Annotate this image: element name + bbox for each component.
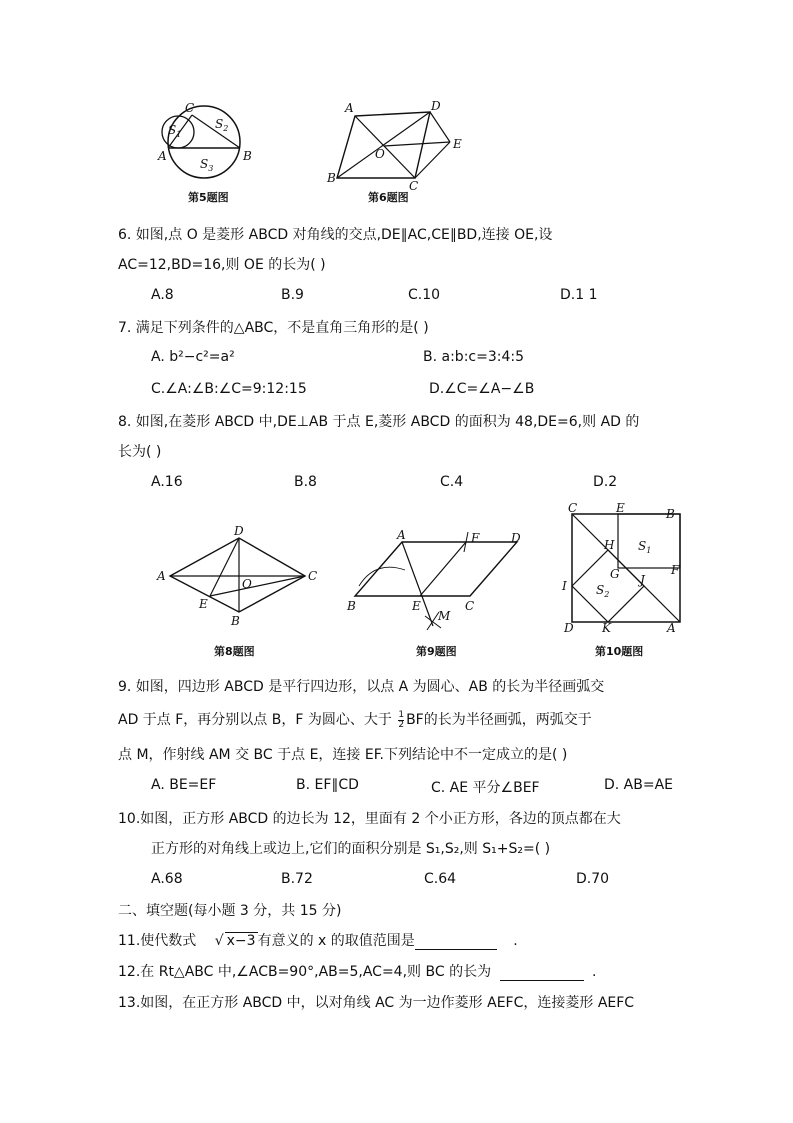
q9-line2	[118, 709, 592, 730]
fig10-label-k: K	[602, 621, 611, 635]
fig8-label-d: D	[234, 524, 244, 538]
q8-option-b: B.8	[294, 474, 317, 490]
fig10-label-j: J	[640, 573, 645, 587]
fig5-label-s2: $S_2$	[215, 117, 229, 133]
fig9-label-b: B	[347, 599, 356, 613]
fig10-label-s1: $S_1$	[638, 539, 652, 555]
q13-line1: 13.如图，在正方形 ABCD 中，以对角线 AC 为一边作菱形 AEFC，连接菱形 AEFC	[118, 995, 635, 1011]
fig10-label-d: D	[564, 621, 574, 635]
fig6-label-o: O	[375, 147, 385, 161]
fig5-caption: 第5题图	[188, 191, 229, 204]
q11-end: .	[513, 933, 518, 949]
q10-option-c: C.64	[424, 871, 457, 887]
q11-answer-blank[interactable]	[415, 933, 497, 950]
fig6-ce	[415, 142, 450, 178]
q10-option-d: D.70	[576, 871, 610, 887]
q11-radicand: x−3	[226, 933, 256, 949]
figure-5	[155, 98, 265, 178]
fig6-diag-bd	[337, 112, 430, 178]
q7-option-a: A. b²−c²=a²	[151, 349, 235, 365]
fig6-oe	[384, 142, 450, 146]
fig9-label-m: M	[438, 609, 451, 623]
q7-stem: 7. 满足下列条件的△ABC，不是直角三角形的是( )	[118, 320, 429, 336]
fig10-label-b: B	[666, 507, 675, 521]
q10-line1: 10.如图，正方形 ABCD 的边长为 12，里面有 2 个小正方形，各边的顶点都在大	[118, 811, 621, 827]
q9-option-c: C. AE 平分∠BEF	[431, 780, 540, 796]
q8-line2: 长为( )	[118, 444, 162, 460]
q6-line1: 6. 如图,点 O 是菱形 ABCD 对角线的交点,DE∥AC,CE∥BD,连接 OE,设	[118, 227, 553, 243]
q6-option-c: C.10	[408, 287, 441, 303]
q6-option-a: A.8	[151, 287, 174, 303]
fig6-diag-ac	[355, 116, 415, 178]
q8-line1: 8. 如图,在菱形 ABCD 中,DE⊥AB 于点 E,菱形 ABCD 的面积为 48,DE=6,则 AD 的	[118, 414, 640, 430]
sqrt-symbol: √	[214, 933, 224, 949]
fig10-caption: 第10题图	[595, 645, 644, 658]
figure-8	[155, 524, 325, 628]
q12-pre: 12.在 Rt△ABC 中,∠ACB=90°,AB=5,AC=4,则 BC 的长为	[118, 964, 492, 980]
q10-line2: 正方形的对角线上或边上,它们的面积分别是 S₁,S₂,则 S₁+S₂=( )	[151, 841, 551, 857]
fig10-label-a: A	[667, 621, 676, 635]
fig10-square-s1	[618, 514, 680, 568]
section-heading-fill-in: 二、填空题(每小题 3 分，共 15 分)	[118, 903, 342, 919]
fig8-ec	[210, 576, 305, 596]
fig9-label-e: E	[412, 599, 421, 613]
q12	[118, 961, 596, 981]
q9-option-b: B. EF∥CD	[296, 777, 359, 793]
figure-9	[345, 530, 530, 630]
q9-line2-tail: BF的长为半径画弧，两弧交于	[406, 712, 592, 728]
q10-option-a: A.68	[151, 871, 183, 887]
fig5-label-c: C	[185, 101, 195, 115]
q12-end: .	[591, 964, 597, 980]
fig9-label-a: A	[397, 528, 406, 542]
q7-option-b: B. a:b:c=3:4:5	[423, 349, 524, 365]
fig10-square-s2	[572, 550, 644, 622]
fig6-label-d: D	[431, 99, 441, 113]
fig10-label-i: I	[562, 579, 567, 593]
fig8-rhombus	[170, 538, 305, 612]
q10-option-b: B.72	[281, 871, 313, 887]
q8-option-d: D.2	[593, 474, 618, 490]
q9-fraction-half	[398, 711, 404, 730]
q7-option-c: C.∠A:∠B:∠C=9:12:15	[151, 381, 307, 397]
fig9-ray-am	[402, 542, 433, 626]
q9-frac-num: 1	[398, 709, 405, 720]
fig10-label-s2: $S_2$	[596, 583, 610, 599]
fig6-label-a: A	[345, 101, 354, 115]
q7-option-d: D.∠C=∠A−∠B	[429, 381, 535, 397]
fig9-caption: 第9题图	[416, 645, 457, 658]
q8-option-c: C.4	[440, 474, 464, 490]
q6-option-d: D.1 1	[560, 287, 598, 303]
fig8-caption: 第8题图	[214, 645, 255, 658]
fig9-label-c: C	[465, 599, 475, 613]
fig10-label-h: H	[604, 538, 615, 552]
fig8-label-e: E	[199, 597, 208, 611]
q11-pre: 11.使代数式	[118, 933, 201, 949]
fig10-label-e: E	[616, 501, 625, 515]
q11	[118, 930, 518, 950]
fig5-label-s1: $S_1$	[168, 123, 182, 139]
q9-line3: 点 M，作射线 AM 交 BC 于点 E，连接 EF.下列结论中不一定成立的是( )	[118, 747, 568, 763]
fig8-label-a: A	[157, 569, 166, 583]
fig8-label-o: O	[242, 577, 252, 591]
fig5-label-a: A	[158, 149, 167, 163]
q6-line2: AC=12,BD=16,则 OE 的长为( )	[118, 257, 326, 273]
fig8-label-b: B	[231, 614, 240, 628]
q9-line2-head: AD 于点 F，再分别以点 B，F 为圆心、大于	[118, 712, 392, 728]
fig6-label-e: E	[453, 137, 462, 151]
q11-post: 有意义的 x 的取值范围是	[257, 933, 415, 949]
fig5-label-s3: $S_3$	[200, 157, 214, 173]
q8-option-a: A.16	[151, 474, 183, 490]
q9-option-a: A. BE=EF	[151, 777, 217, 793]
q9-frac-den: 2	[398, 719, 405, 730]
fig9-label-f: F	[471, 531, 480, 545]
fig8-label-c: C	[308, 569, 318, 583]
fig5-label-b: B	[243, 149, 252, 163]
fig10-label-g: G	[610, 567, 620, 581]
fig10-label-f: F	[671, 563, 680, 577]
q9-option-d: D. AB=AE	[604, 777, 674, 793]
figure-10	[562, 501, 687, 635]
fig6-de	[430, 112, 450, 142]
q6-option-b: B.9	[281, 287, 304, 303]
figure-6	[325, 98, 465, 193]
q9-line1: 9. 如图，四边形 ABCD 是平行四边形，以点 A 为圆心、AB 的长为半径画弧交	[118, 679, 605, 695]
fig10-label-c: C	[568, 501, 578, 515]
fig6-caption: 第6题图	[368, 191, 409, 204]
q12-answer-blank[interactable]	[500, 964, 584, 981]
fig6-label-c: C	[409, 179, 419, 193]
fig6-label-b: B	[327, 171, 336, 185]
fig9-label-d: D	[511, 531, 521, 545]
fig9-ef	[420, 542, 466, 596]
